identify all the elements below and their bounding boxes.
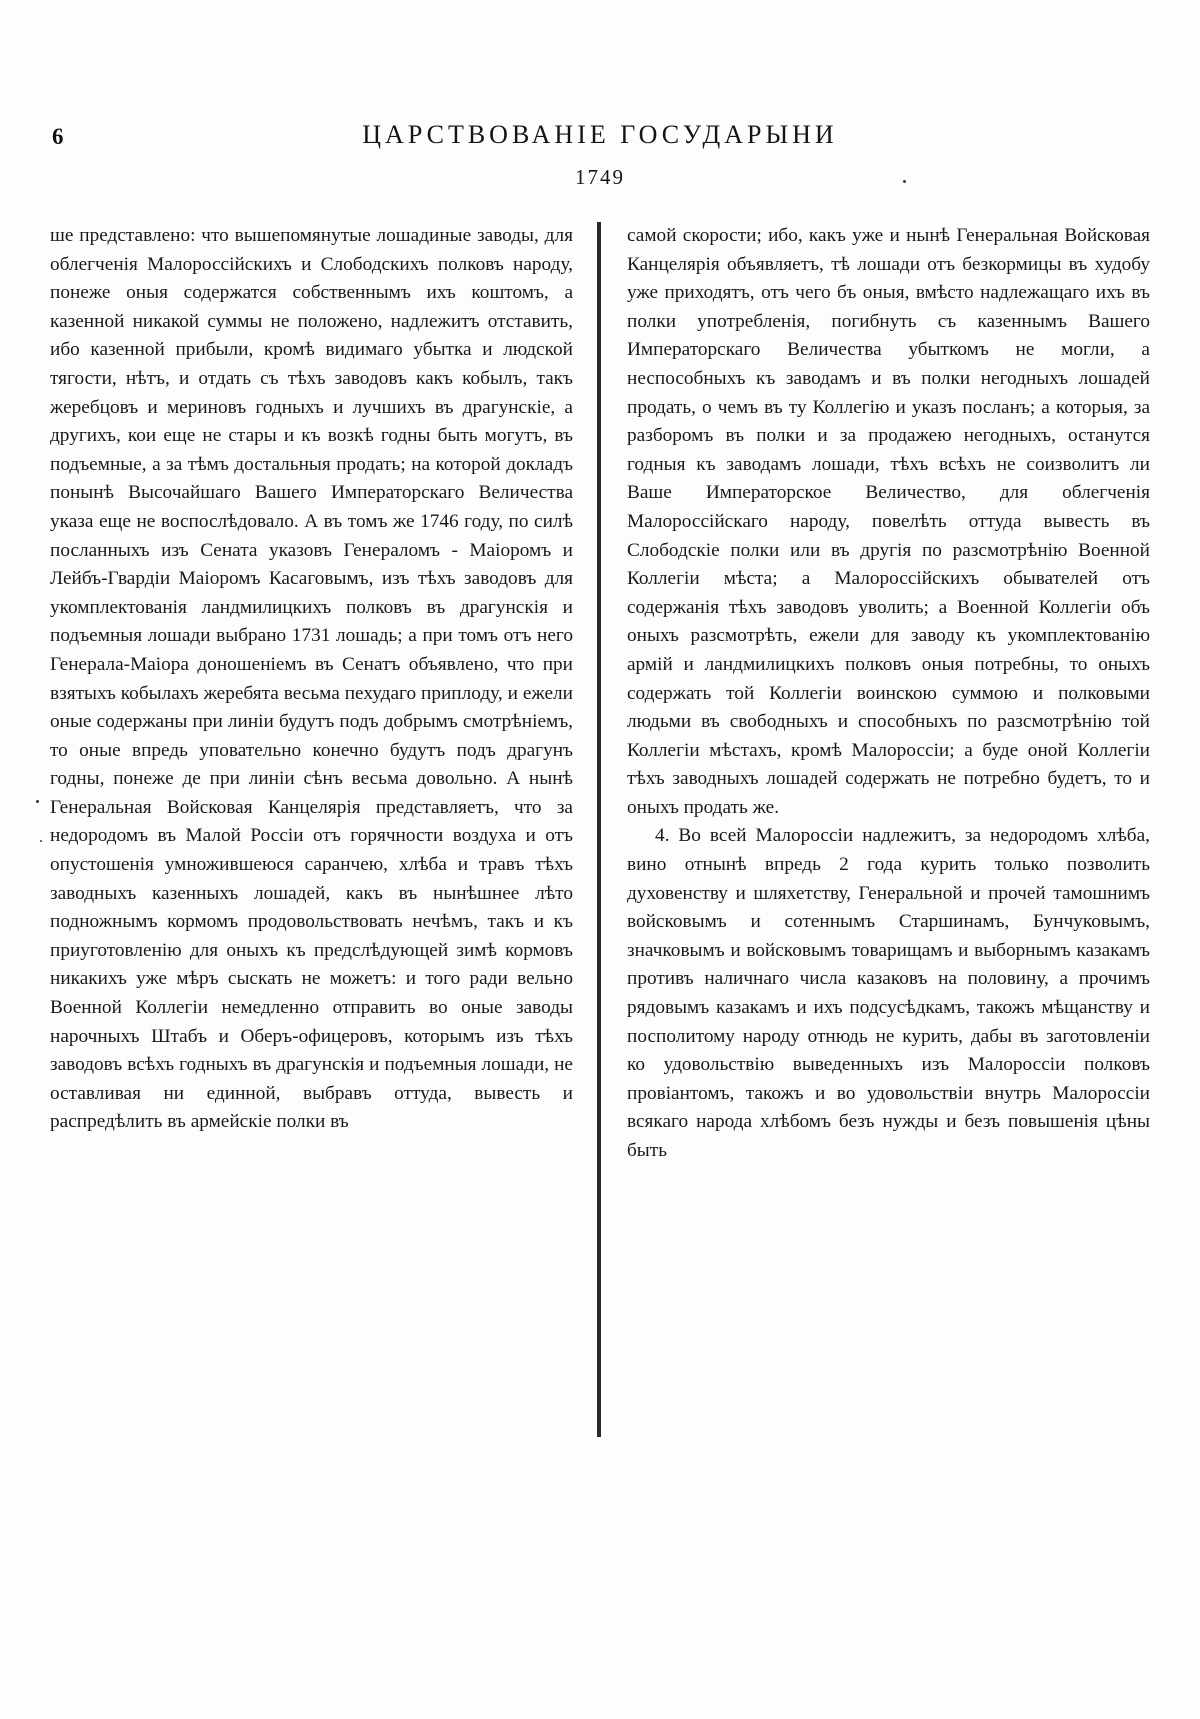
ink-speck: [36, 800, 39, 803]
paragraph: 4. Во всей Малороссіи надлежитъ, за недородомъ хлѣба, вино отнынѣ впредь 2 года курить только позволить духовенству и шляхетству, Генеральной и прочей тамошнимъ войсковымъ и сотеннымъ Старшинамъ, Бунчуковымъ, значковымъ и войсковымъ товарищамъ и выборнымъ казакамъ противъ наличнаго числа казаковъ на половину, а прочимъ рядовымъ казакамъ и ихъ подсусѣдкамъ, такожъ мѣщанству и посполитому народу отнюдь не курить, дабы въ заготовленіи ко удовольствію выведенныхъ изъ Малороссіи полковъ провіантомъ, такожъ и во удовольствіи внутрь Малороссіи всякаго народа хлѣбомъ безъ нужды и безъ повышенія цѣны быть: [627, 825, 1150, 1161]
column-left: [50, 222, 591, 1639]
text-columns: [50, 222, 1150, 1639]
ink-speck: [40, 840, 42, 842]
page-number: 6: [52, 124, 64, 149]
paragraph: ше представлено: что вышепомянутые лошадиные заводы, для облегченія Малороссійскихъ и Слободскихъ полковъ народу, понеже оныя содержатся собственнымъ ихъ коштомъ, а казенной никакой суммы не положено, надлежитъ отставить, ибо казенной прибыли, кромѣ видимаго убытка и людской тягости, нѣтъ, и отдать съ тѣхъ заводовъ какъ кобылъ, такъ жеребцовъ и мериновъ годныхъ и лучшихъ въ драгунскіе, а другихъ, кои еще не стары и къ возкѣ годны быть могутъ, въ подъемные, а за тѣмъ достальныя продать; на которой докладъ понынѣ Высочайшаго Вашего Императорскаго Величества указа еще не воспослѣдовало. А въ томъ же 1746 году, по силѣ посланныхъ изъ Сената указовъ Генераломъ - Маіоромъ и Лейбъ-Гвардіи Маіоромъ Касаговымъ, изъ тѣхъ заводовъ для укомплектованія ландмилицкихъ полковъ въ драгунскія и подъемныя лошади выбрано 1731 лошадь; а при томъ отъ него Генерала-Маіора доношеніемъ въ Сенатъ объявлено, что при взятыхъ кобылахъ жеребята весьма пехудаго приплоду, и ежели оные содержаны при линіи будутъ подъ добрымъ смотрѣніемъ, то оные впредь уповательно конечно будутъ подъ драгунъ годны, понеже де при линіи сѣнъ весьма довольно. А нынѣ Генеральная Войсковая Канцелярія представляетъ, что за недородомъ въ Малой Россіи отъ горячности воздуха и отъ опустошенія умножившеюся саранчею, хлѣба и травъ тѣхъ заводныхъ казенныхъ лошадей, какъ въ нынѣшнее лѣто подножнымъ кормомъ продовольствовать нечѣмъ, такъ и къ приуготовленію для оныхъ къ предслѣдующей зимѣ кормовъ никакихъ уже мѣръ сыскать не можетъ: и того ради вельно Военной Коллегіи немедленно отправить во оные заводы нарочныхъ Штабъ и Оберъ-офицеровъ, которымъ изъ тѣхъ заводовъ всѣхъ годныхъ въ драгунскія и подъемныя лошади, не оставливая ни единной, выбравъ оттуда, вывесть и распредѣлить въ армейскіе полки въ: [50, 225, 573, 1133]
column-divider-rule: [597, 222, 601, 1437]
column-right: [607, 222, 1150, 1639]
year-line: 1749: [575, 165, 625, 189]
ink-speck: [903, 180, 906, 183]
running-head: ЦАРСТВОВАНІЕ ГОСУДАРЫНИ: [362, 120, 838, 149]
paragraph: самой скорости; ибо, какъ уже и нынѣ Генеральная Войсковая Канцелярія объявляетъ, тѣ лошади отъ безкормицы въ худобу уже приходятъ, отъ чего бъ оныя, вмѣсто надлежащаго ихъ въ полки употребленія, погибнуть съ казеннымъ Вашего Императорскаго Величества убыткомъ не могли, а неспособныхъ къ заводамъ и въ полки негодныхъ лошадей продать, о чемъ въ ту Коллегію и указъ посланъ; а которыя, за разборомъ въ полки и за продажею негодныхъ, останутся годныя къ заводамъ лошади, тѣхъ всѣхъ не соизволитъ ли Ваше Императорское Величество, для облегченія Малороссійскаго народу, повелѣть оттуда вывесть въ Слободскіе полки или въ другія по разсмотрѣнію Военной Коллегіи мѣста; а Малороссійскихъ обывателей отъ содержанія тѣхъ заводовъ уволить; а Военной Коллегіи объ оныхъ разсмотрѣть, ежели для заводу къ укомплектованію армій и ландмилицкихъ полковъ оныя потребны, то оныхъ содержать той Коллегіи воинскою суммою и полковыми людьми въ свободныхъ и способныхъ по разсмотрѣнію той Коллегіи мѣстахъ, кромѣ Малороссіи; а буде оной Коллегіи тѣхъ заводныхъ лошадей содержать не потребно будетъ, то и оныхъ продать же.: [627, 225, 1150, 818]
